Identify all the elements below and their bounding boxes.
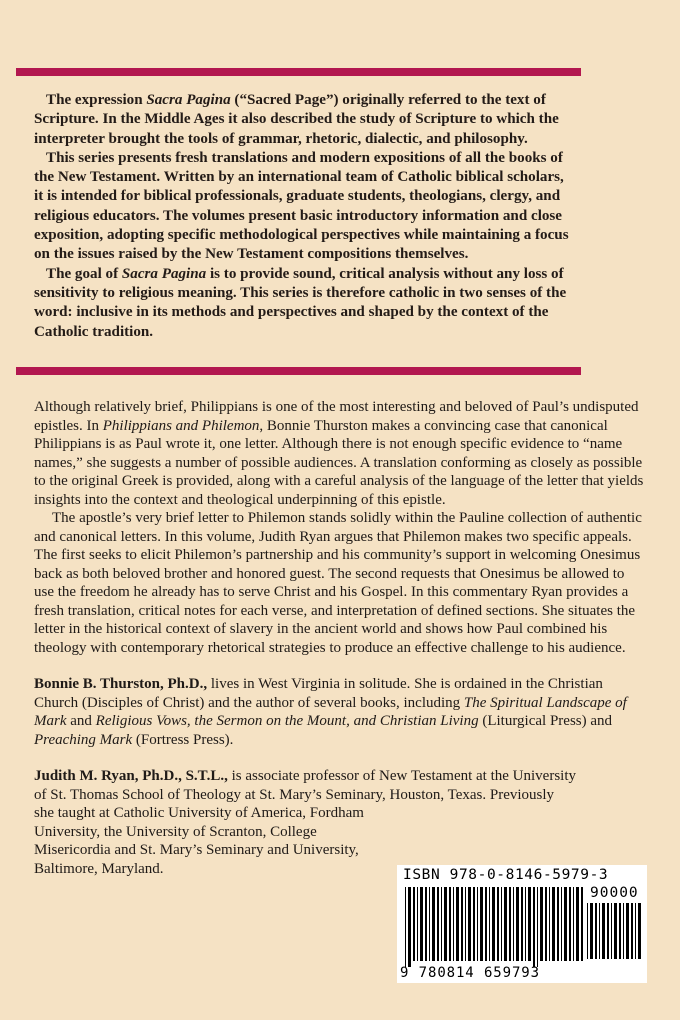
author-bio-thurston: Bonnie B. Thurston, Ph.D., lives in West Virginia in solitude. She is ordained in the Christian Church (Disciples of Christ) and the author of several books, including The Spiritual Landscape of Mark and Religious Vows, the Sermon on the Mount, and Christian Living (Liturgical Press) and Preaching Mark (Fortress Press). [34, 676, 627, 748]
barcode-bar [501, 887, 502, 961]
barcode-bar [408, 887, 411, 967]
barcode-bar [513, 887, 514, 961]
barcode-bar [456, 887, 459, 961]
series-paragraph-3: The goal of Sacra Pagina is to provide sound, critical analysis without any loss of sensitivity to religious meaning. This series is therefore catholic in two senses of the word: inclusive in its methods and perspectives and shaped by the context of the Catholic tradition. [34, 265, 567, 340]
barcode-bar [569, 887, 571, 961]
barcode-bar [557, 887, 559, 961]
top-divider-rule [16, 68, 581, 76]
series-title-emphasis: Sacra Pagina [121, 265, 207, 282]
barcode-bar [405, 887, 406, 967]
book-description [34, 398, 646, 878]
series-paragraph-2: This series presents fresh translations and modern expositions of all the books of the New Testament. Written by an international team of Catholic biblical scholars, it is intended for biblical professionals, graduate students, theologians, clergy, and religious educators. The volumes present basic introductory information and close exposition, adopting specific methodological perspectives while maintaining a focus on the issues raised by the New Testament compositions themselves. [34, 149, 569, 263]
barcode-bar [420, 887, 423, 961]
barcode-bar [614, 903, 617, 959]
barcode-bar [581, 887, 583, 961]
book-title-emphasis: Philippians and Philemon [102, 417, 260, 434]
barcode-bar [611, 903, 612, 959]
barcode-bar [587, 903, 588, 959]
barcode-bar [497, 887, 499, 961]
barcode-bar [631, 903, 633, 959]
ean-barcode-bars [405, 887, 587, 967]
barcode-bar [504, 887, 507, 961]
barcode-bar [537, 887, 538, 967]
series-title-emphasis: Sacra Pagina [146, 92, 231, 108]
barcode-bar [638, 903, 641, 959]
author-bio-ryan: Judith M. Ryan, Ph.D., S.T.L., is associate professor of New Testament at the University of St. Thomas School of Theology at St. Mary’s Seminary, Houston, Texas. Previously she taught at Catholic University of America, Fordham University, the University of Scranton, College Misericordia and St. Mary’s Seminary and University, Baltimore, Maryland. [34, 768, 576, 877]
author-name-ryan: Judith M. Ryan, Ph.D., S.T.L., [34, 768, 228, 784]
barcode-bar [528, 887, 531, 961]
barcode-bar [509, 887, 511, 961]
barcode-bar [552, 887, 555, 961]
author-name-thurston: Bonnie B. Thurston, Ph.D., [34, 676, 208, 692]
barcode-bar [444, 887, 447, 961]
barcode-bar [626, 903, 629, 959]
barcode-bar [590, 903, 593, 959]
barcode-bar [623, 903, 624, 959]
barcode-bar [417, 887, 418, 961]
barcode-bar [425, 887, 427, 961]
isbn-barcode [397, 865, 647, 983]
barcode-bar [480, 887, 483, 961]
barcode-bar [576, 887, 579, 961]
barcode-bar [432, 887, 435, 961]
barcode-bar [521, 887, 523, 961]
barcode-bar [516, 887, 519, 961]
barcode-bar [533, 887, 535, 967]
barcode-bar [607, 903, 609, 959]
barcode-bar [429, 887, 430, 961]
barcode-bar [540, 887, 543, 961]
series-paragraph-1: The expression Sacra Pagina (“Sacred Page”) originally referred to the text of Scripture. In the Middle Ages it also described the study of Scripture to which the interpreter brought the tools of grammar, rhetoric, dialectic, and philosophy. [34, 92, 559, 147]
isbn-label: ISBN 978-0-8146-5979-3 [403, 867, 609, 883]
barcode-bar [492, 887, 495, 961]
barcode-bar [599, 903, 600, 959]
barcode-bar [595, 903, 597, 959]
description-paragraph-2: The apostle’s very brief letter to Philemon stands solidly within the Pauline collection of authentic and canonical letters. In this volume, Judith Ryan argues that Philemon makes two specific appeals. The first seeks to elicit Philemon’s partnership and his community’s support in welcoming Onesimus back as both beloved brother and honored guest. The second requests that Onesimus be allowed to use the freedom he already has to serve Christ and his Gospel. In this commentary Ryan provides a fresh translation, critical notes for each verse, and interpretation of defined sections. She situates the letter in the historical context of slavery in the ancient world and shows how Paul combined his theology with contemporary rhetorical strategies to produce an effective challenge to his audience. [34, 510, 642, 656]
barcode-bar [477, 887, 478, 961]
bottom-divider-rule [16, 367, 581, 375]
series-description [34, 91, 574, 342]
barcode-bar [619, 903, 621, 959]
ean-digits-label: 9 780814 659793 [400, 965, 540, 981]
price-addon-barcode-bars [587, 903, 641, 967]
barcode-bar [525, 887, 526, 961]
barcode-bar [473, 887, 475, 961]
price-code-label: 90000 [590, 885, 639, 901]
barcode-bar [485, 887, 487, 961]
barcode-bar [413, 887, 415, 961]
barcode-bar [564, 887, 567, 961]
barcode-bar [449, 887, 451, 961]
barcode-bar [437, 887, 439, 961]
barcode-bar [561, 887, 562, 961]
barcode-bar [453, 887, 454, 961]
description-paragraph-1: Although relatively brief, Philippians is one of the most interesting and beloved of Paul’s undisputed epistles. In Philippians and Philemon, Bonnie Thurston makes a convincing case that canonical Philippians is as Paul wrote it, one letter. Although there is not enough specific evidence to “name names,” she suggests a number of possible audiences. A translation conforming as closely as possible to the original Greek is provided, along with a careful analysis of the language of the letter that yields insights into the context and theological underpinning of this epistle. [34, 399, 644, 508]
barcode-bar [489, 887, 490, 961]
barcode-bar [573, 887, 574, 961]
barcode-bar [545, 887, 547, 961]
barcode-bar [461, 887, 463, 961]
barcode-bar [468, 887, 471, 961]
barcode-bar [465, 887, 466, 961]
barcode-bar [441, 887, 442, 961]
barcode-bar [602, 903, 605, 959]
barcode-bar [549, 887, 550, 961]
barcode-bar [635, 903, 636, 959]
